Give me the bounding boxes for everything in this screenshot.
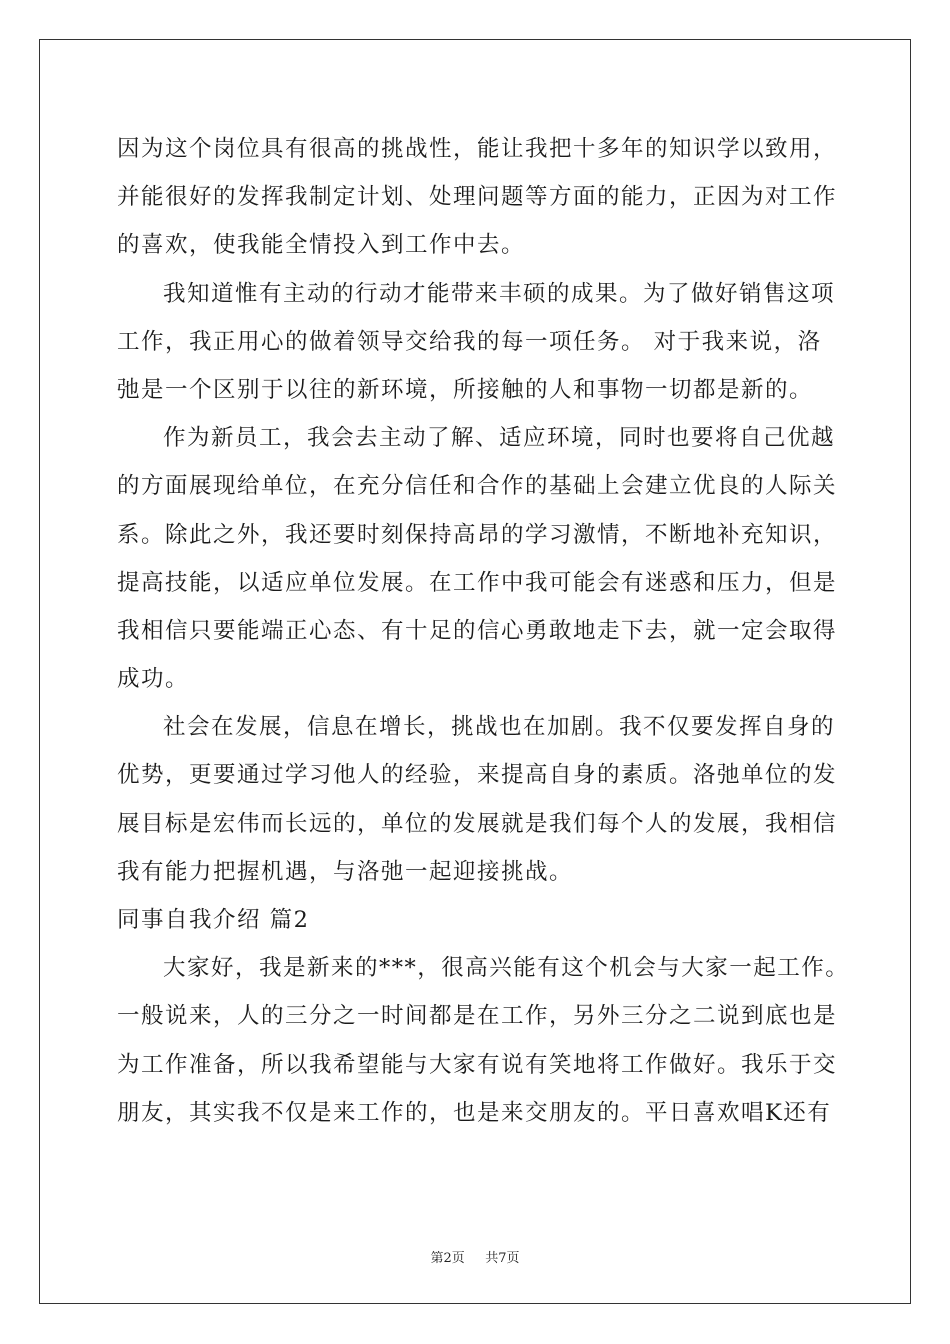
text-line: 我相信只要能端正心态、有十足的信心勇敢地走下去，就一定会取得: [117, 617, 838, 644]
text-line: 工作，我正用心的做着领导交给我的每一项任务。 对于我来说，洛: [117, 328, 822, 355]
text-line: 系。除此之外，我还要时刻保持高昂的学习激情，不断地补充知识，: [117, 521, 838, 548]
text-line: 朋友，其实我不仅是来工作的，也是来交朋友的。平日喜欢唱K还有: [117, 1099, 832, 1126]
document-body: [117, 125, 850, 1137]
page-footer: [0, 1247, 950, 1266]
text-line: 的喜欢，使我能全情投入到工作中去。: [117, 232, 526, 259]
text-line: 我有能力把握机遇，与洛弛一起迎接挑战。: [117, 858, 574, 885]
paragraph-first-line: 作为新员工，我会去主动了解、适应环境，同时也要将自己优越: [163, 425, 836, 452]
text-line: 一般说来，人的三分之一时间都是在工作，另外三分之二说到底也是: [117, 1003, 838, 1030]
text-line: 弛是一个区别于以往的新环境，所接触的人和事物一切都是新的。: [117, 376, 814, 403]
text-line: 展目标是宏伟而长远的，单位的发展就是我们每个人的发展，我相信: [117, 810, 838, 837]
text-line: 提高技能，以适应单位发展。在工作中我可能会有迷惑和压力，但是: [117, 569, 838, 596]
paragraph-first-line: 社会在发展，信息在增长，挑战也在加剧。我不仅要发挥自身的: [163, 714, 836, 741]
paragraph-first-line: 我知道惟有主动的行动才能带来丰硕的成果。为了做好销售这项: [163, 280, 836, 307]
text-line: 的方面展现给单位，在充分信任和合作的基础上会建立优良的人际关: [117, 473, 838, 500]
text-line: 为工作准备，所以我希望能与大家有说有笑地将工作做好。我乐于交: [117, 1051, 838, 1078]
text-line: 成功。: [117, 666, 190, 693]
paragraph-first-line: 大家好，我是新来的***，很高兴能有这个机会与大家一起工作。: [163, 955, 850, 982]
text-line: 因为这个岗位具有很高的挑战性，能让我把十多年的知识学以致用，: [117, 136, 838, 162]
text-line: 同事自我介绍 篇2: [117, 907, 310, 933]
text-line: 并能很好的发挥我制定计划、处理问题等方面的能力，正因为对工作: [117, 184, 838, 211]
page-number-current: 第2页: [430, 1251, 465, 1266]
page-number-total: 共7页: [485, 1251, 520, 1266]
text-line: 优势，更要通过学习他人的经验，来提高自身的素质。洛弛单位的发: [117, 762, 838, 789]
